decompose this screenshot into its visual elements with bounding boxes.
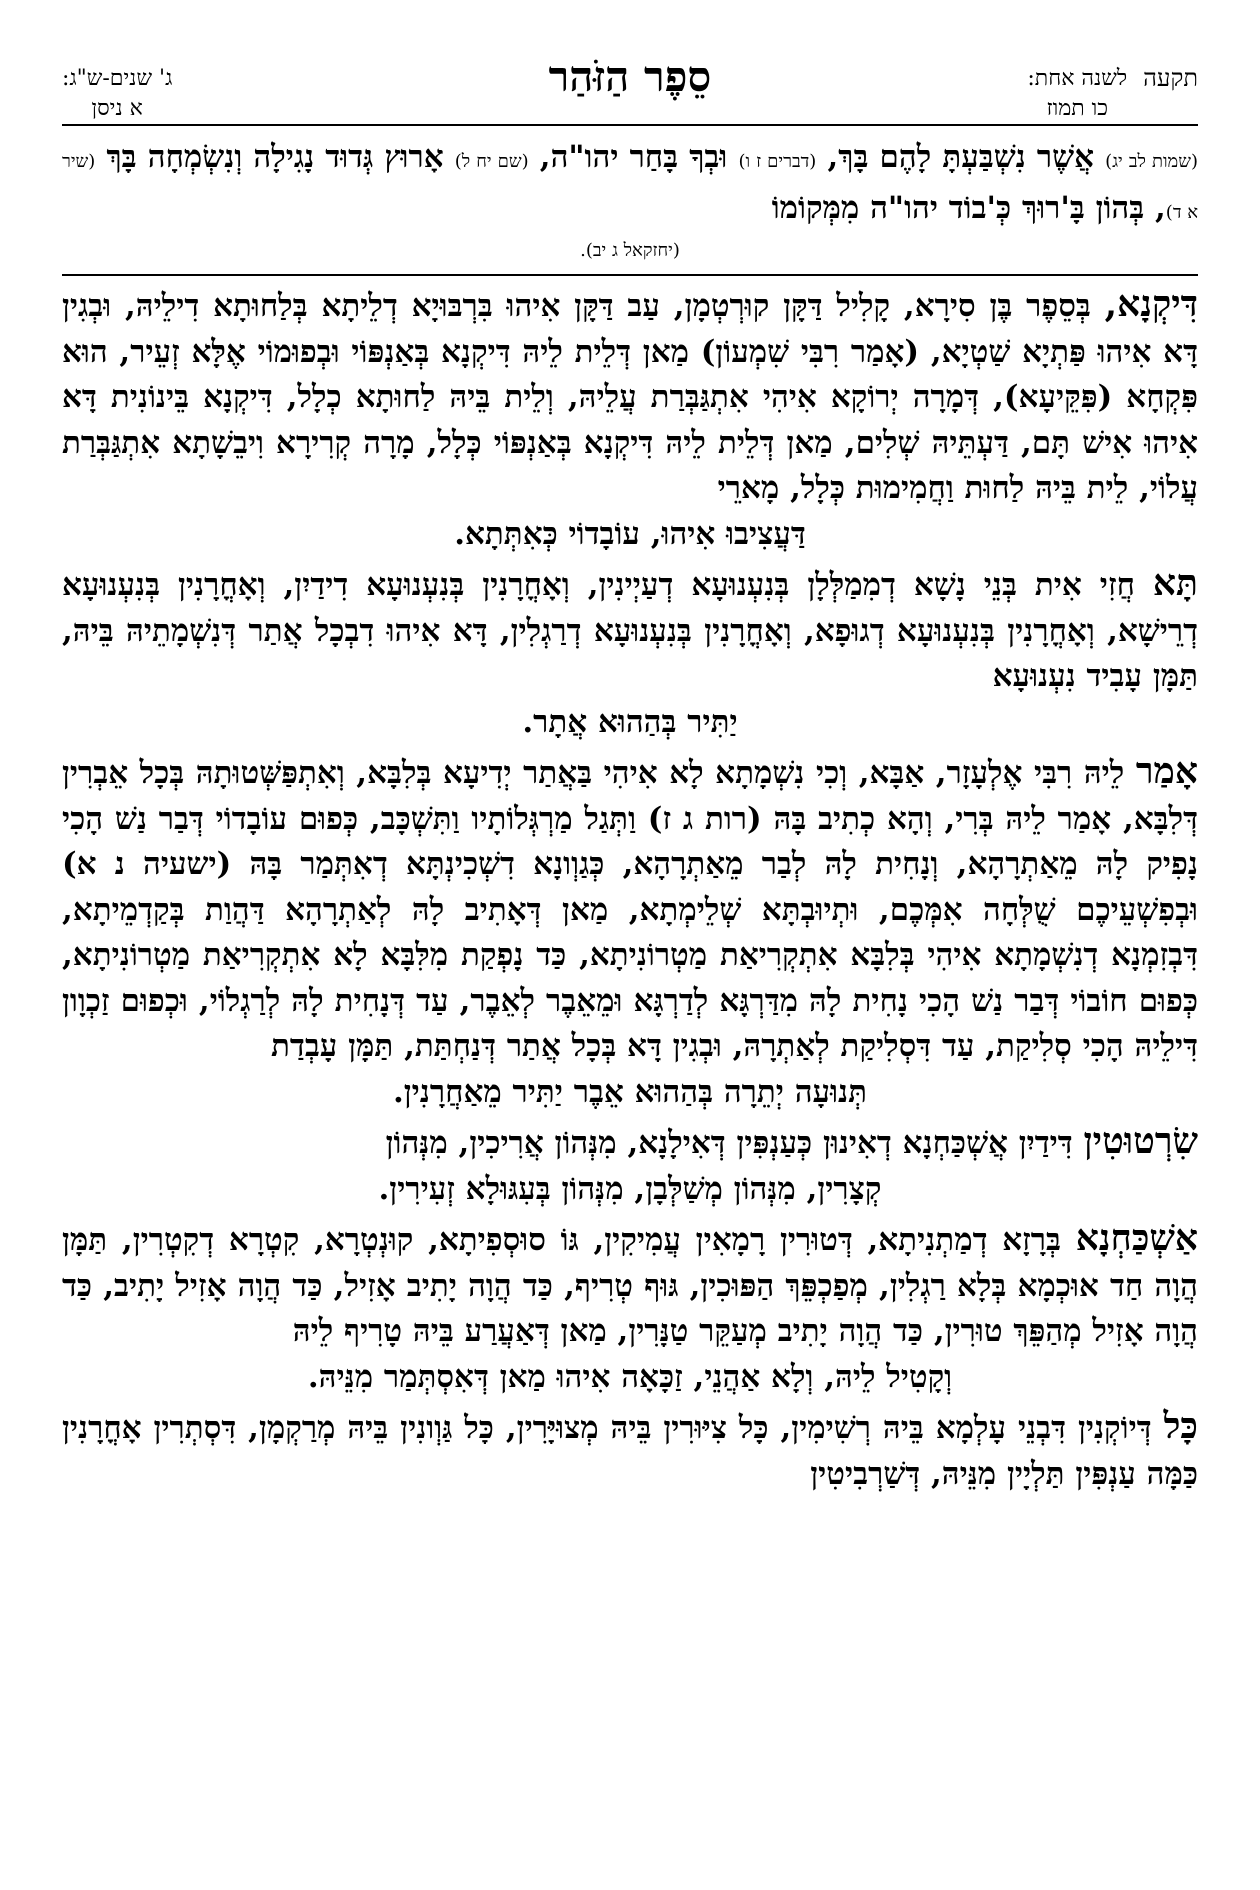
paragraph-lead-word: דִּיקְנָא, bbox=[1104, 283, 1198, 325]
verse-reference: (דברים ז ו) bbox=[738, 151, 817, 172]
paragraph-text: בְּרָזָא דְמַתְנִיתָא, דְּטוּרִין רָמָאִין עֲמִיקִין, גּוֹ סוּסְפִיתָא, קוּנְטְרָא, קִטְרָא דְקִטְרִין, תַּמָּן הֲוָה חַד אוּכְמָא בְּלָא רַגְלִין, מְפַכְפֵּךְ הַפּוּכִין, גּוּף טְרִיף, כַּד הֲוָה יָתִיב אָזִיל, כַּד הֲוָה אָזִיל יָתִיב, כַּד הֲוָה אָזִיל מְהַפֵּךְ טוּרִין, כַּד הֲוָה יָתִיב מְעַקֵּר טַנָּרִין, מַאן דְּאַעֲרַע בֵּיהּ טָרִיף לֵיהּ bbox=[62, 1222, 1198, 1349]
one-year-label: לשנה אחת: bbox=[1027, 66, 1128, 91]
page bbox=[62, 48, 1198, 1497]
paragraph-last-line: יַתִּיר בְּהַהוּא אֲתָר. bbox=[522, 703, 738, 740]
paragraph-lead-word: אַשְׁכַּחְנָא bbox=[1075, 1217, 1199, 1259]
verse-text: אֲשֶׁר נִשְׁבַּעְתָּ לָהֶם בָּךְ bbox=[838, 139, 1094, 175]
paragraph-last-line: דַּעֲצִיבוּ אִיהוּ, עוֹבָדוֹי כְּאִתְּתָא. bbox=[454, 515, 806, 552]
verse-reference: (שיר א ד) bbox=[62, 151, 1198, 223]
paragraph-lead-word: אָמַר bbox=[1135, 750, 1198, 792]
paragraph-last-line: תְּנוּעָה יְתֵרָה בְּהַהוּא אֵבֶר יַתִּיר מֵאַחֲרָנִין. bbox=[392, 1073, 867, 1110]
paragraph-beard bbox=[62, 282, 1198, 557]
verse-text: נָגִילָה וְנִשְׂמְחָה בָּךְ bbox=[106, 139, 315, 175]
verse-reference-tail: (יחזקאל ג יב). bbox=[580, 240, 680, 261]
paragraph-hand-lines bbox=[62, 1119, 1198, 1212]
paragraph-mountains bbox=[62, 1216, 1198, 1400]
verse-reference: (שם יח ל) bbox=[454, 151, 529, 172]
paragraph-text: חֲזִי אִית בְּנֵי נָשָׁא דְמִמַלְּלָן בְּנִעְנוּעָא דְעַיְינִין, וְאָחֳרָנִין בְּנִעְנוּעָא דִידַיִן, וְאָחֳרָנִין בְּנִעְנוּעָא דְרֵישָׁא, וְאָחֳרָנִין בְּנִעְנוּעָא דְגוּפָא, וְאָחֳרָנִין בְּנִעְנוּעָא דְרַגְלִין, דָּא אִיהוּ דִבְכָל אֲתַר דְּנִשְׁמָתֵיהּ בֵּיהּ, תַּמָּן עָבִיד נִעְנוּעָא bbox=[62, 567, 1198, 694]
paragraph-last-line: קְצָרִין, מִנְּהוֹן מְשַׁלְּבָן, מִנְּהוֹן בְּעִגּוּלָא זְעִירִין. bbox=[378, 1170, 882, 1207]
paragraph-text: בְּסֵפֶר בֶּן סִירָא, קָלִיל דַּקָּן קוּרְטְמָן, עַב דַּקָּן אִיהוּ בִּרְבּוּיָא דְלֵיתָא בְּלַחוּתָא דִילֵיהּ, וּבְגִין דָּא אִיהוּ פַּתְיָא שַׁטְיָא, (אָמַר רִבִּי שִׁמְעוֹן) מַאן דְּלֵית לֵיהּ דִּיקְנָא בְּאַנְפּוֹי וּבְפוּמוֹי אֶלָּא זְעֵיר, הוּא פִּקְחָא (פִּקֵּיעָא), דְּמָרָה יְרוֹקָא אִיהִי אִתְגַּבְּרַת עֲלֵיהּ, וְלֵית בֵּיהּ לַחוּתָא כְלָל, דִּיקְנָא בֵּינוֹנִית דָּא אִיהוּ אִישׁ תָּם, דַּעְתֵּיהּ שְׁלִים, מַאן דְּלֵית לֵיהּ דִּיקְנָא בְּאַנְפּוֹי כְּלָל, מָרָה קְרִירָא וִיבֵשָׁתָא אִתְגַּבְּרַת עֲלוֹי, לֵית בֵּיהּ לַחוּת וַחֲמִימוּת כְּלָל, מָארֵי bbox=[62, 288, 1198, 506]
paragraph-soul bbox=[62, 749, 1198, 1115]
paragraph-last-line: וְקָטִיל לֵיהּ, וְלָא אַהֲנֵי, זַכָּאָה אִיהוּ מַאן דְּאִסְתְּמַר מִנֵּיהּ. bbox=[307, 1358, 953, 1395]
paragraph-lead-word: כָּל bbox=[1163, 1405, 1198, 1447]
three-year-date: א ניסן bbox=[91, 96, 143, 121]
paragraph-movements bbox=[62, 561, 1198, 745]
page-header bbox=[62, 48, 1198, 120]
paragraph-text: לֵיהּ רִבִּי אֶלְעָזָר, אַבָּא, וְכִי נִשְׁמָתָא לָא אִיהִי בַּאֲתַר יְדִיעָא בְּלִבָּא, וְאִתְפַּשְּׁטוּתָהּ בְּכָל אֵבְרִין דְּלִבָּא, אָמַר לֵיהּ בְּרִי, וְהָא כְתִיב בָּהּ (רות ג ז) וַתְּגַל מַרְגְּלוֹתָיו וַתִּשְׁכָּב, כְּפוּם עוֹבָדוֹי דְּבַר נַשׁ הָכִי נָפִיק לָהּ מֵאַתְרָהָא, וְנָחִית לָהּ לְבַר מֵאַתְרָהָא, כְּגַוְונָא דִשְׁכִינְתָּא דְאִתְּמַר בָּהּ (ישעיה נ א) וּבְפִשְׁעֵיכֶם שֻׁלְּחָה אִמְּכֶם, וּתְיוּבְתָּא שְׁלֵימְתָא, מַאן דְּאָתִיב לָהּ לְאַתְרָהָא דַּהֲוַת בְּקַדְמֵיתָא, דִּבְזִמְנָא דְנִשְׁמָתָא אִיהִי בְּלִבָּא אִתְקְרִיאַת מַטְרוֹנִיתָא, כַּד נָפְקַת מִלִּבָּא לָא אִתְקְרִיאַת מַטְרוֹנִיתָא, כְּפוּם חוֹבוֹי דְּבַר נַשׁ הָכִי נָחִית לָהּ מִדַּרְגָּא לְדַרְגָּא וּמֵאֵבֶר לְאֵבֶר, עַד דְּנָחִית לָהּ לְרַגְלוֹי, וּכְפוּם זַכְוָון דִּילֵיהּ הָכִי סְלִיקַת, עַד דִּסְלִיקַת לְאַתְרָהּ, וּבְגִין דָּא בְּכָל אֲתַר דְּנַחְתַּת, תַּמָּן עָבְדַת bbox=[62, 755, 1198, 1064]
one-year-date: כו תמוז bbox=[1046, 96, 1109, 121]
paragraph-images bbox=[62, 1404, 1198, 1497]
verse-reference: (שמות לב יג) bbox=[1105, 151, 1198, 172]
tikun-number: תקעה bbox=[1143, 64, 1198, 92]
paragraph-lead-word: שִׂרְטוּטִין bbox=[1083, 1120, 1198, 1162]
paragraph-text: דְּיוֹקְנִין דִּבְנֵי עָלְמָא בֵּיהּ רְשִׁימִין, כָּל צִיּוּרִין בֵּיהּ מְצוּיָּרִין, כָּל גַּוְונִין בֵּיהּ מְרַקְמָן, דִּסְתְרִין אָחֳרָנִין כַּמָּה עַנְפִּין תַּלְיָין מִנֵּיהּ, דְּשַׁרְבִיטִין bbox=[62, 1410, 1198, 1492]
paragraph-lead-word: תָּא bbox=[1152, 562, 1198, 604]
opening-verses: (שמות לב יג) אֲשֶׁר נִשְׁבַּעְתָּ לָהֶם בָּךְ, (דברים ז ו) וּבְךָ בָּחַר יהו"ה, (שם יח ל) אָרוּץ גְּדוּד נָגִילָה וְנִשְׂמְחָה בָּךְ (שיר א ד), בְּהוֹן בָּ'רוּךְ כְּ'בוֹד יהו"ה מִמְּקוֹמוֹ bbox=[62, 139, 1198, 226]
verse-text: אָרוּץ גְּדוּד bbox=[325, 139, 444, 175]
verse-text: וּבְךָ בָּחַר יהו"ה bbox=[550, 139, 728, 175]
book-title: סֵפֶר הַזֹּהַר bbox=[548, 52, 712, 101]
three-year-schedule bbox=[62, 64, 172, 124]
header-rule bbox=[62, 124, 1198, 126]
section-separator bbox=[62, 274, 1198, 276]
three-year-label: ג' שנים-ש"ג: bbox=[62, 66, 173, 91]
verse-text: בְּהוֹן בָּ'רוּךְ כְּ'בוֹד יהו"ה מִמְּקוֹמוֹ bbox=[771, 190, 1145, 226]
paragraph-text: דִּידַיִן אֲשְׁכַּחְנָא דְאִינוּן כְּעַנְפִּין דְּאִילָנָא, מִנְּהוֹן אֲרִיכִין, מִנְּהוֹן bbox=[385, 1125, 1073, 1161]
